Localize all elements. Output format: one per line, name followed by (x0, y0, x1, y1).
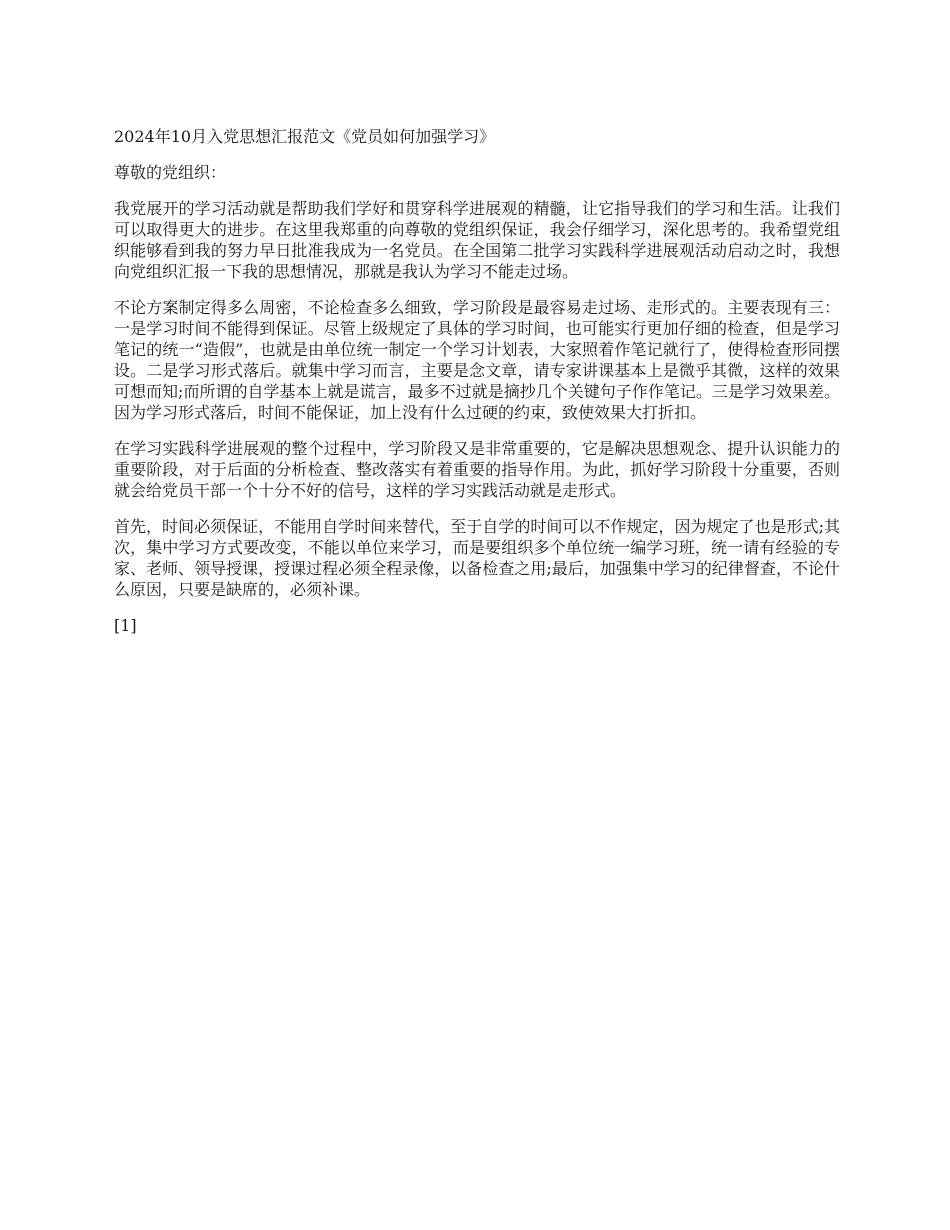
salutation: 尊敬的党组织： (114, 163, 227, 182)
document-page (114, 126, 840, 636)
paragraph-1: 我党展开的学习活动就是帮助我们学好和贯穿科学进展观的精髓，让它指导我们的学习和生活。让我们可以取得更大的进步。在这里我郑重的向尊敬的党组织保证，我会仔细学习，深化思考的。我希望党组织能够看到我的努力早日批准我成为一名党员。在全国第二批学习实践科学进展观活动启动之时，我想向党组织汇报一下我的思想情况，那就是我认为学习不能走过场。 (114, 199, 840, 281)
document-title: 2024年10月入党思想汇报范文《党员如何加强学习》 (114, 127, 496, 146)
paragraph-4: 首先，时间必须保证，不能用自学时间来替代，至于自学的时间可以不作规定，因为规定了也是形式;其次，集中学习方式要改变，不能以单位来学习，而是要组织多个单位统一编学习班，统一请有经验的专家、老师、领导授课，授课过程必须全程录像，以备检查之用;最后，加强集中学习的纪律督查，不论什么原因，只要是缺席的，必须补课。 (114, 517, 840, 599)
footnote-marker: [1] (114, 616, 137, 635)
paragraph-3: 在学习实践科学进展观的整个过程中，学习阶段又是非常重要的，它是解决思想观念、提升认识能力的重要阶段，对于后面的分析检查、整改落实有着重要的指导作用。为此，抓好学习阶段十分重要，否则就会给党员干部一个十分不好的信号，这样的学习实践活动就是走形式。 (114, 439, 840, 500)
paragraph-2: 不论方案制定得多么周密，不论检查多么细致，学习阶段是最容易走过场、走形式的。主要表现有三：一是学习时间不能得到保证。尽管上级规定了具体的学习时间，也可能实行更加仔细的检查，但是学习笔记的统一“造假”，也就是由单位统一制定一个学习计划表，大家照着作笔记就行了，使得检查形同摆设。二是学习形式落后。就集中学习而言，主要是念文章，请专家讲课基本上是微乎其微，这样的效果可想而知;而所谓的自学基本上就是谎言，最多不过就是摘抄几个关键句子作作笔记。三是学习效果差。因为学习形式落后，时间不能保证，加上没有什么过硬的约束，致使效果大打折扣。 (114, 298, 840, 422)
